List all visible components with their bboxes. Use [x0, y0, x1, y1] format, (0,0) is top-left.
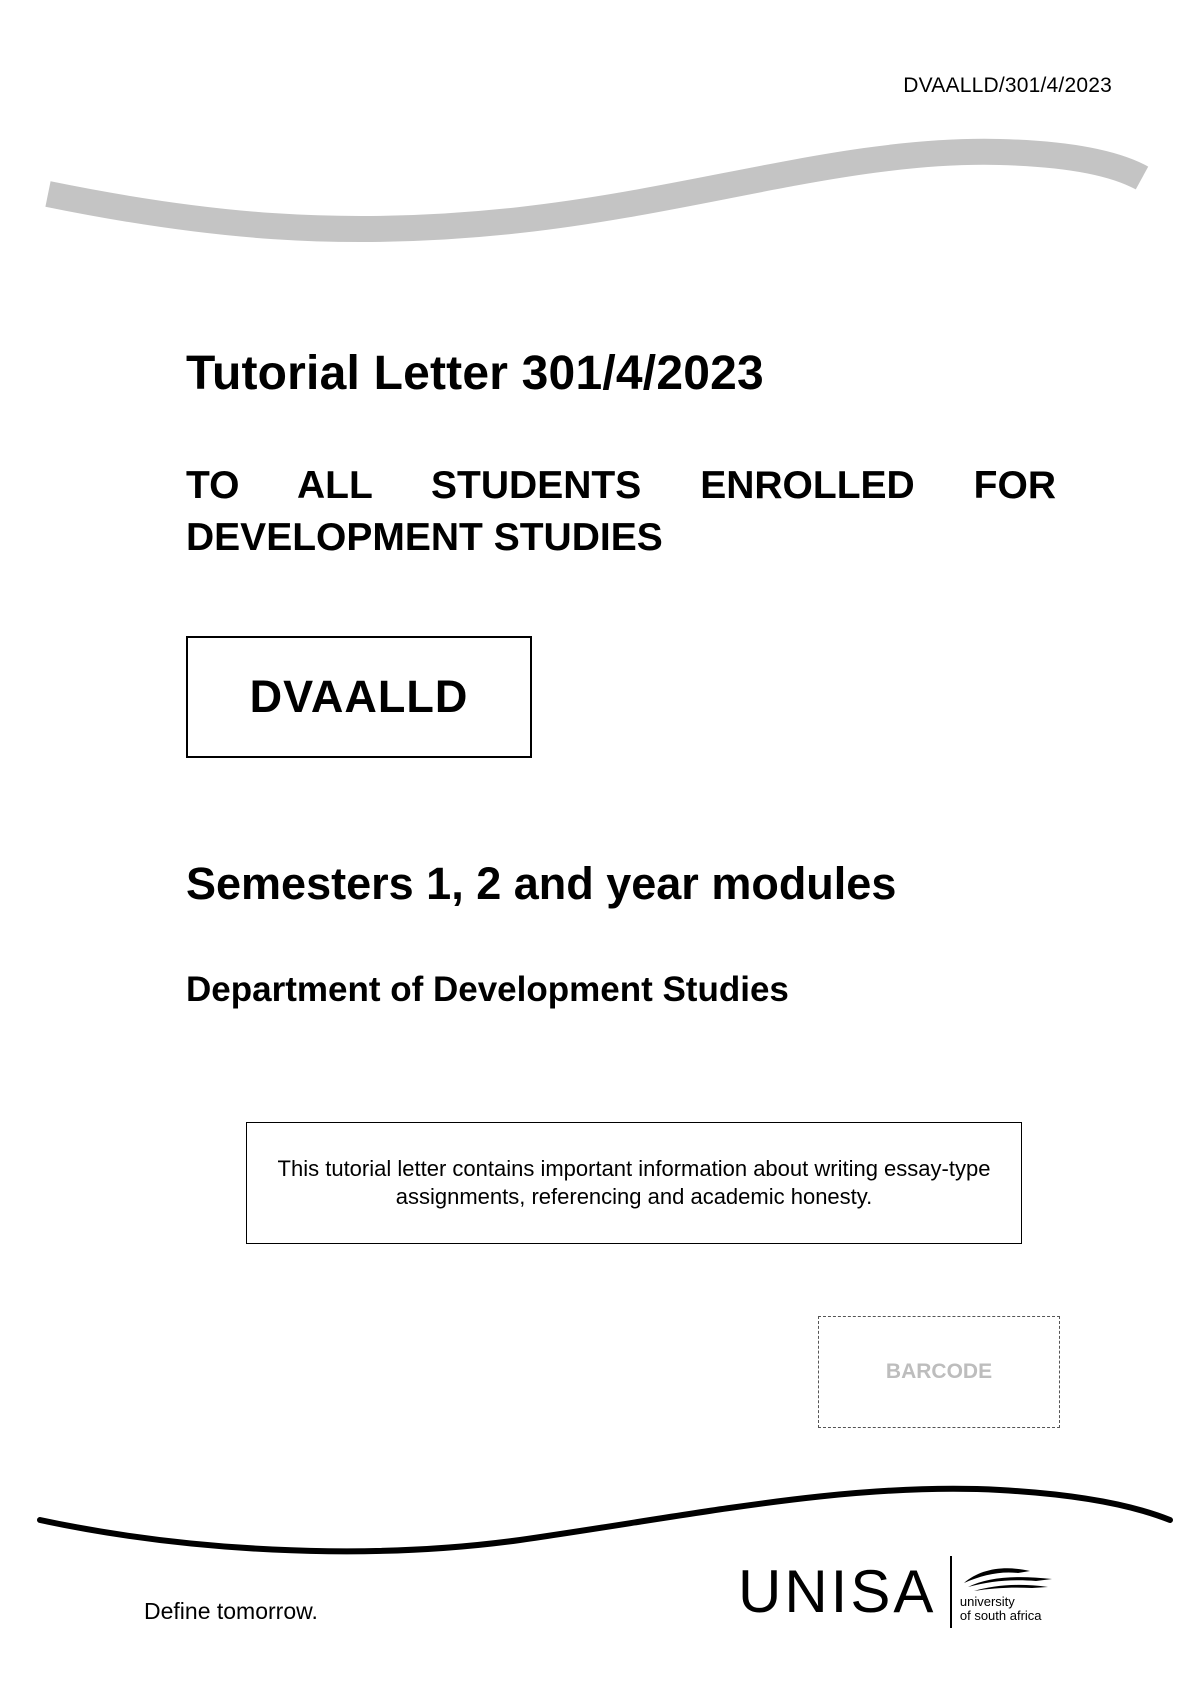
- tutorial-letter-title: Tutorial Letter 301/4/2023: [186, 347, 764, 400]
- logo-divider: [950, 1556, 952, 1628]
- semesters-heading: Semesters 1, 2 and year modules: [186, 858, 897, 909]
- module-code-box: [186, 636, 532, 758]
- tagline: Define tomorrow.: [144, 1598, 318, 1624]
- bottom-wave-decoration: [0, 1460, 1200, 1560]
- unisa-bird-icon: [960, 1561, 1056, 1595]
- department-heading: Department of Development Studies: [186, 970, 789, 1009]
- document-code: DVAALLD/301/4/2023: [903, 74, 1112, 97]
- module-code: DVAALLD: [249, 671, 469, 722]
- info-note-box: [246, 1122, 1022, 1244]
- logo-sub-line1: university: [959, 1594, 1015, 1609]
- audience-heading: TO ALL STUDENTS ENROLLED FOR DEVELOPMENT STUDIES: [186, 464, 1056, 559]
- logo-sub-line2: of south africa: [959, 1608, 1042, 1623]
- logo-right-block: [960, 1561, 1056, 1623]
- unisa-logo: [738, 1550, 1078, 1634]
- barcode-label: BARCODE: [885, 1360, 993, 1383]
- barcode-placeholder: [818, 1316, 1060, 1428]
- top-wave-decoration: [0, 130, 1200, 250]
- logo-wordmark: UNISA: [738, 1558, 937, 1625]
- info-note-text: This tutorial letter contains important information about writing essay-type assignments, referencing and academic honesty.: [277, 1156, 991, 1209]
